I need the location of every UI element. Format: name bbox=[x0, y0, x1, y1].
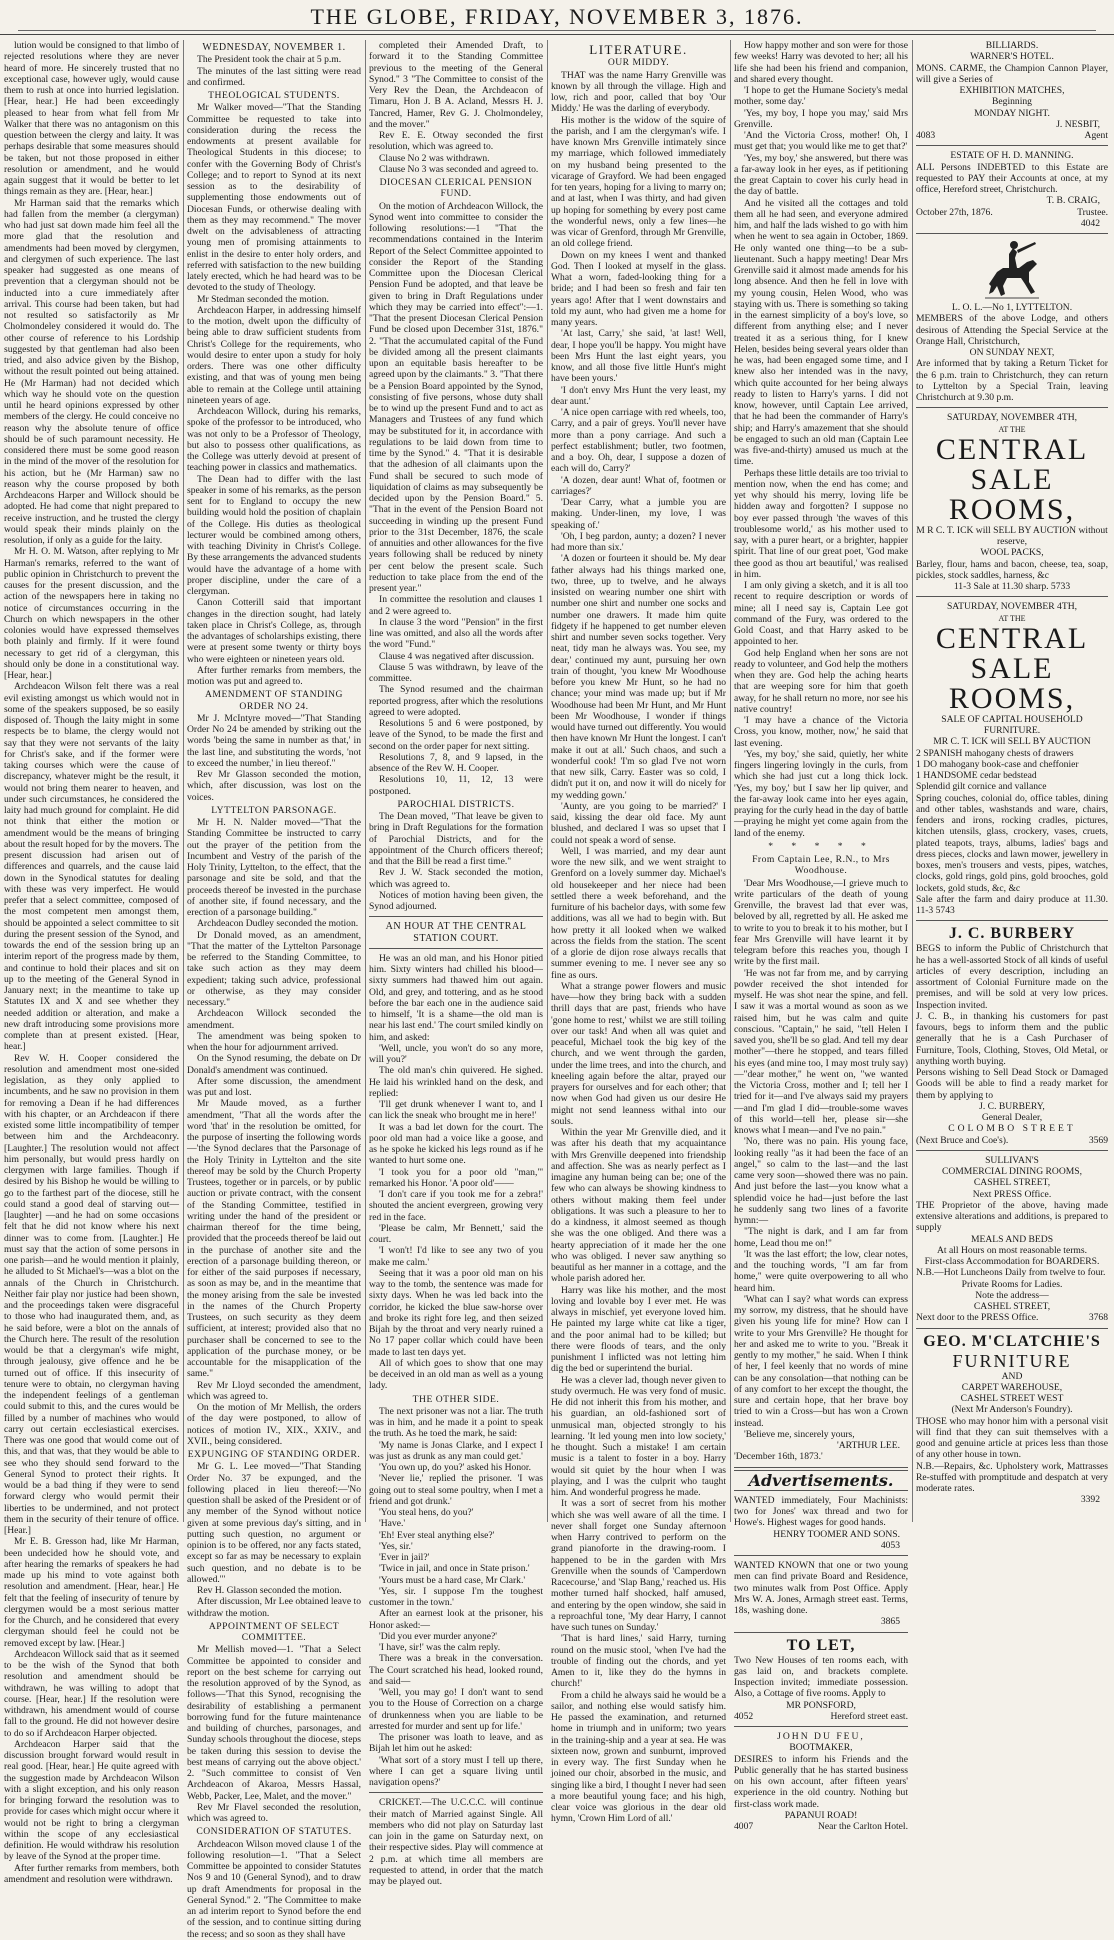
paragraph: Resolutions 7, 8, and 9 lapsed, in the absence of the Rev W. H. Cooper. bbox=[369, 751, 543, 774]
divider bbox=[369, 948, 543, 949]
paragraph: 'Please be calm, Mr Bennett,' said the court. bbox=[369, 1222, 543, 1245]
paragraph: 'At last, Carry,' she said, 'at last! Well, dear, I hope you'll be happy. You might have been Mrs Hunt the last eight years, you know, and all those five little Hunt's might have been yours.' bbox=[551, 328, 726, 385]
ad-number: 3865 bbox=[880, 1616, 900, 1628]
paragraph: Archdeacon Wilson moved clause 1 of the following resolution—1. "That a Select Committee be appointed to consider Statutes Nos 9 and 10 (General Synod), and to draw up draft Amendments for proposal in the General Synod." 2. "The Committee to make an ad interim report to Synod before the end of the session, and to continue sitting during the recess; and so soon as they shall have bbox=[187, 1838, 361, 1940]
ad-item: Splendid gilt cornice and vallance bbox=[916, 781, 1047, 793]
paragraph: The Dean had to differ with the last speaker in some of his remarks, as the person sent for to England to occupy the new building would hold the position of chaplain of the College. His duties as theological lecturer would be combined among others, with teaching Divinity in Christ's College. By these arrangements the advanced students would have the advantage of a home with proper discipline, under the care of a clergyman. bbox=[187, 473, 361, 597]
ad-line: (Next Mr Anderson's Foundry). bbox=[951, 1404, 1073, 1416]
ad-street: COLOMBO STREET bbox=[948, 1123, 1076, 1135]
ad-sullivan bbox=[916, 1155, 1108, 1324]
paragraph: THAT was the name Harry Grenville was known by all through the village. High and low, rich and poor, called that boy 'Our Middy.' He was the darling of everybody. bbox=[551, 69, 726, 115]
column-rule bbox=[183, 40, 184, 1522]
section-heading: WEDNESDAY, NOVEMBER 1. bbox=[202, 42, 346, 53]
ad-item: 1 DO mahogany book-case and cheffonier bbox=[916, 758, 1079, 770]
paragraph: Mr H. N. Nalder moved—"That the Standing Committee be instructed to carry out the prayer of the petition from the Incumbent and Vestry of the parish of the Holy Trinity, Lyttelton, to the effect, that the parsonage and site be sold, and that the proceeds thereof be invested in the purchase of another site, if found necessary, and the erection of a parsonage building." bbox=[187, 817, 361, 918]
paragraph: Down on my knees I went and thanked God. Then I looked at myself in the glass. What a worn, faded-looking thing for a bride; and I had been so fresh and fair ten years ago! After that I went downstairs and told my aunt, who had given me a home for many years. bbox=[551, 249, 726, 328]
paragraph: The Synod resumed and the chairman reported progress, after which the resolutions agreed to were adopted. bbox=[369, 684, 543, 718]
ad-line: CARPET WAREHOUSE, bbox=[961, 1381, 1063, 1393]
paragraph: What a strange power flowers and music have—how they bring back with a sudden thrill days that are past, friends who have 'gone home to rest,' whilst we are still toiling over our task! And when all was quiet and peaceful, Michael took the big key of the church, and we went through the garden, under the lime trees, and into the church, and kneeling again before the altar, prayed our prayers for ourselves and for each other; that now when God had given us our desire He might not send leanness withal into our souls. bbox=[551, 980, 726, 1127]
paragraph: Harry was like his mother, and the most loving and lovable boy I ever met. He was always in mischief, yet everyone loved him. He painted my large white cat like a tiger, and the poor animal had to be killed; but there were floods of tears, and the only punishment I inflicted was not letting him dig the bed or superintend the burial. bbox=[551, 1284, 726, 1375]
ad-text: BEGS to inform the Public of Christchurch that he has a well-assorted Stock of all kinds of useful articles of every description, including an assortment of Colonial Furniture made on the premises, and will be sold at very low prices. Inspection invited. bbox=[916, 943, 1108, 1011]
paragraph: The prisoner was loath to leave, and as Bijah let him out he asked: bbox=[369, 1732, 543, 1755]
ad-role: Trustee. bbox=[1077, 206, 1108, 218]
ad-line: AND bbox=[1001, 1370, 1023, 1382]
ad-text: DESIRES to inform his Friends and the Public generally that he has started business on his own account, after fifteen years' experience in the old country. Nothing but first-class work made. bbox=[734, 1753, 908, 1810]
ad-text: N.B.—Repairs, &c. Upholstery work, Mattrasses Re-stuffed with promptitude and despatch at very moderate rates. bbox=[916, 1460, 1108, 1494]
paragraph: 'Well, you may go! I don't want to send you to the House of Correction on a charge of drunkenness when you are liable to be arrested for murder and sent up for life.' bbox=[369, 1687, 543, 1732]
ad-number: 4007 bbox=[734, 1821, 754, 1832]
paragraph: Mr E. B. Gresson had, like Mr Harman, been undecided how he should vote, and after hearing the remarks of speakers he had made up his mind to vote against both resolution and amendment. [Hear, hear.] He felt that the feeling of insecurity of tenure by clergymen would be a most serious matter for the Church, and he considered that every clergyman should feel he could not be removed except by law. [Hear.] bbox=[4, 1536, 179, 1649]
paragraph: 'Aunty, are you going to be married?' I said, kissing the dear old face. My aunt blushed, and declared I was so upset that I could not speak a word of sense. bbox=[551, 800, 726, 846]
paragraph: Archdeacon Wilson felt there was a real evil existing amongst us which would not in some of the speakers supposed, be so easily disposed of. Though the laity might in some respects be to blame, the clergy would not say that they were not servants of the laity for Christ's sake, and if the former were taking courses which were the cause of discrepancy, whatever might be the result, it would not bring them nearer to heaven, and under such circumstances, he considered the laity had much ground for complaint. He did not think that either the motion or amendment would be the means of bringing about the result hoped for by the movers. The present discussion had arisen out of differences and quarrels, and the cause laid down in the Synodical statutes for dealing with these was very imperfect. He would prefer that a select committee, composed of the most competent men amongst them, should be appointed a select committee to sit during the present session of the Synod, and towards the end of the session bring up an interim report of the progress made by them, and continue to hold their places and sit on up to the meeting of the General Synod in January next; in the meantime to take up Statutes IX and X and see whether they needed addition or alteration, and make a new draft introducing some provisions more complete than at present existed. [Hear, hear.] bbox=[4, 681, 179, 1053]
paragraph: Archdeacon Dudley seconded the motion. bbox=[197, 918, 359, 930]
ad-number: 4042 bbox=[1080, 217, 1100, 229]
column-rule bbox=[547, 40, 548, 1522]
paragraph: Archdeacon Willock, during his remarks, spoke of the professor to be introduced, who was not only to be a Professor of Theology, but also to possess other qualifications, as the College was utterly devoid at present of teaching power in classics and mathematics. bbox=[187, 406, 361, 474]
ad-signature: T. B. CRAIG, bbox=[1046, 195, 1100, 207]
paragraph: 'Yes, my boy, I hope you may,' said Mrs Grenville. bbox=[734, 107, 908, 130]
ad-address: Near the Carlton Hotel. bbox=[817, 1821, 908, 1832]
paragraph: 'I don't care if you took me for a zebra!' shouted the ancient evergreen, growing very red in the face. bbox=[369, 1189, 543, 1223]
ad-item: 1 HANDSOME cedar bedstead bbox=[916, 770, 1037, 781]
paragraph: Rev H. Glasson seconded the motion. bbox=[197, 1585, 342, 1596]
ad-heading: TO LET, bbox=[786, 1636, 856, 1654]
paragraph: Mr Maude moved, as a further amendment, "That all the words after the word 'that' in the resolution be omitted, for the purpose of inserting the following words—'the Synod declares that the Parsonage of the Holy Trinity in Lyttelton and the site thereof may be sold by the Church Property Trustees, together or in parcels, or by public auction or private contract, with the consent of the Standing Committee, testified in writing under the hand of the president or chairman thereof for the time being, provided that the proceeds thereof be laid out in the purchase of another site and the erection of a parsonage building thereon, or for either of the said purposes if necessary, as soon as may be, and in the meantime that the money arising from the sale be invested in the names of the Church Property Trustees, on such security as they deem sufficient, at interest; provided also that no purchaser shall be concerned to see to the application of the purchase money, or be accountable for the misapplication of the same." bbox=[187, 1098, 361, 1380]
paragraph: The next prisoner was not a liar. The truth was in him, and he made it a point to speak the truth. As he toed the mark, he said: bbox=[369, 1405, 543, 1440]
paragraph: 'Eh! Ever steal anything else?' bbox=[379, 1529, 495, 1541]
paragraph: 'I won't! I'd like to see any two of you make me calm.' bbox=[369, 1245, 543, 1268]
horseman-emblem-icon bbox=[977, 238, 1047, 300]
column-3-synod-and-court bbox=[369, 40, 543, 1887]
subheading: AMENDMENT OF STANDING ORDER NO 24. bbox=[204, 689, 343, 712]
ad-number: 3392 bbox=[1080, 1494, 1100, 1506]
divider bbox=[916, 233, 1108, 234]
paragraph: 'I don't envy Mrs Hunt the very least, my dear aunt.' bbox=[551, 384, 726, 407]
ad-line: AT THE bbox=[998, 613, 1026, 623]
paragraph: How happy mother and son were for those few weeks! Harry was devoted to her; all his life she had been his friend and companion, and shared every thought. bbox=[734, 40, 908, 85]
paragraph: Clause 5 was withdrawn, by leave of the committee. bbox=[369, 661, 543, 684]
divider bbox=[734, 1490, 908, 1491]
paragraph: On the motion of Mr Mellish, the orders of the day were postponed, to allow of notices of motion IV., XIX., XXIV., and XVII., being considered. bbox=[187, 1402, 361, 1447]
ad-line: SALE OF CAPITAL HOUSEHOLD FURNITURE. bbox=[941, 713, 1083, 736]
paragraph: "The night is dark, and I am far from home, Lead thou me on!" bbox=[734, 1226, 908, 1249]
signature: 'ARTHUR LEE. bbox=[837, 1440, 900, 1451]
paragraph: After some discussion, the amendment was put and lost. bbox=[187, 1075, 361, 1098]
ad-text: MONS. CARME, the Champion Cannon Player, will give a Series of bbox=[916, 62, 1108, 85]
ad-role: General Dealer, bbox=[981, 1112, 1043, 1123]
paragraph: 'A dozen, dear aunt! What of, footmen or carriages?' bbox=[551, 474, 726, 497]
ad-signature: PAPANUI ROAD! bbox=[784, 1809, 858, 1821]
paragraph: 'Twice in jail, and once in State prison.' bbox=[379, 1563, 530, 1575]
paragraph: Clause No 2 was withdrawn. bbox=[379, 152, 490, 164]
ad-item: WOOL PACKS, bbox=[980, 547, 1044, 559]
divider bbox=[916, 920, 1108, 921]
paragraph: 'My name is Jonas Clarke, and I expect I was just as drunk as any man could get.' bbox=[369, 1439, 543, 1462]
ad-central-sale-rooms-1 bbox=[916, 412, 1108, 592]
ad-date: October 27th, 1876. bbox=[916, 206, 993, 218]
paragraph: On the motion of Archdeacon Willock, the Synod went into committee to consider the following resolutions:—1 "That the recommendations contained in the Interim Report of the Select Committee appointed to consider the Report of the Standing Committee upon the Diocesan Clerical Pension Fund be adopted, and that leave be given to bring in Draft Regulations under which they may be carried into effect":—1. "That the present Diocesan Clerical Pension Fund be closed upon December 31st, 1876." 2. "That the accumulated capital of the Fund be divided among all the present claimants upon an equitable basis hereafter to be agreed upon by the claimants." 3. "That there be a Pension Board appointed by the Synod, consisting of five persons, whose duty shall be to wind up the present Fund and to act as Managers and Trustees of any fund which may be substituted for it, in accordance with regulations to be laid down from time to time by the Synod." 4. "That it is desirable that the adhesion of all claimants upon the Fund shall be secured to such mode of liquidation of claims as may subsequently be decided upon by the Pension Board." 5. "That in the event of the Pension Board not succeeding in winding up the present Fund prior to the 31st December, 1876, the scale of annuities and other allowances for the five years following shall be reduced by ninety per cent below the present scale. Such reduction to take place from the end of the present year." bbox=[369, 200, 543, 594]
ad-number: 4052 bbox=[734, 1710, 754, 1722]
paragraph: After an earnest look at the prisoner, his Honor asked:— bbox=[369, 1608, 543, 1631]
ad-line: Next door to the PRESS Office. bbox=[916, 1312, 1039, 1324]
ad-title: FURNITURE bbox=[952, 1350, 1072, 1371]
ad-title: SALE ROOMS, bbox=[948, 651, 1076, 715]
subheading: DIOCESAN CLERICAL PENSION FUND. bbox=[379, 177, 533, 200]
ad-street: CASHEL STREET WEST bbox=[960, 1393, 1064, 1404]
paragraph: After further remarks from members, both amendment and resolution were withdrawn. bbox=[4, 1862, 179, 1885]
paragraph: Perhaps these little details are too trivial to mention now, when the end has come; and yet why should his merry, loving life be hidden away and forgotten? I suppose no boy ever passed through 'the waves of this troublesome world,' as his mother used to say, with a purer heart, or a brighter, happier spirit. That line of our great poet, 'God make thee good as thou art beautiful,' was realised in him. bbox=[734, 467, 908, 580]
paragraph: Clause 4 was negatived after discussion. bbox=[379, 650, 535, 662]
column-5-story-and-ads bbox=[734, 40, 908, 1832]
ad-text: WANTED immediately, Four Machinists: two for Jones' wax thread and two for Howe's. Highest wages for good hands. bbox=[734, 1494, 908, 1529]
ad-estate bbox=[916, 150, 1108, 229]
paragraph: There was a break in the conversation. The Court scratched his head, looked round, and said— bbox=[369, 1653, 543, 1687]
advertisements-heading: Advertisements. bbox=[748, 1470, 894, 1490]
subheading: PAROCHIAL DISTRICTS. bbox=[397, 798, 515, 810]
ad-line: Private Rooms for Ladies. bbox=[961, 1278, 1063, 1290]
paragraph: 'Well, uncle, you won't do so any more, will you?' bbox=[369, 1042, 543, 1065]
ad-board bbox=[734, 1560, 908, 1628]
ad-line: EXHIBITION MATCHES, bbox=[959, 85, 1065, 96]
ad-item: 2 SPANISH mahogany chests of drawers bbox=[916, 747, 1074, 759]
paragraph: After further remarks from members, the motion was put and agreed to. bbox=[187, 664, 361, 687]
ad-address: (Next Bruce and Coe's). bbox=[916, 1134, 1009, 1146]
paragraph: 'Yes, my boy,' she answered, but there was a far-away look in her eyes, as if petitioning the great Captain to cover his curly head in the day of battle. bbox=[734, 152, 908, 198]
paragraph: It was a sort of secret from his mother which she was well aware of all the time. I never shall forget one Sunday afternoon when Harry contrived to perform on the grand pianoforte in the drawing-room. I happened to be in the garden with Mrs Grenville when the sounds of 'Camperdown Racecourse,' and 'Slap Bang,' reached us. His mother turned half shocked, half amused, and entering by the open window, she said in a reproachful tone, 'My dear Harry, I cannot have such tunes on Sunday.' bbox=[551, 1498, 726, 1633]
column-4-literature bbox=[551, 40, 726, 1825]
ad-footer: 11-3 Sale at 11.30 sharp. 5733 bbox=[953, 581, 1071, 592]
paragraph: Rev Mr Flavel seconded the resolution, which was agreed to. bbox=[187, 1801, 361, 1824]
ad-date: SATURDAY, NOVEMBER 4TH, bbox=[946, 601, 1078, 613]
ad-text: MEMBERS of the above Lodge, and others desirous of Attending the Special Service at the Orange Hall, Christchurch, bbox=[916, 313, 1108, 347]
ad-text: Are informed that by taking a Return Ticket for the 6 p.m. train to Christchurch, they can return to Lyttelton by a Special Train, leaving Christchurch at 9.30 p.m. bbox=[916, 358, 1108, 403]
paragraph: He was a clever lad, though never given to study overmuch. He was very fond of music. He did not inherit this from his mother, and his guardian, an old-fashioned sort of unmusical man, objected strongly to his learning. 'It led young men into low society,' he thought. Such a mistake! I am certain music is a talent to foster in a boy. Harry would sit quiet by the hour when I was playing, and I was the culprit who taught him. And wonderful progress he made. bbox=[551, 1374, 726, 1498]
column-6-advertisements bbox=[916, 40, 1108, 1522]
section-heading: LITERATURE. bbox=[589, 42, 688, 57]
paragraph: From a child he always said he would be a sailor, and nothing else would satisfy him. He passed the examination, and returned home in triumph and in uniform; two years in the training-ship and a year at sea. He was sixteen now, grown and sunburnt, improved in every way. The first Sunday when he joined our choir, absorbed in the music, and singing like a bird, I thought I never had seen a more beautiful young face; and his high, clear voice was glorious in the dear old hymn, 'Crown Him Lord of all.' bbox=[551, 1689, 726, 1825]
paragraph: 'Ever in jail?' bbox=[379, 1552, 430, 1563]
paragraph: 'You own up, do you?' asked his Honor. bbox=[379, 1462, 531, 1473]
ad-text: ALL Persons INDEBTED to this Estate are requested to PAY their Accounts at once, at my office, Hereford street, Christchurch. bbox=[916, 161, 1108, 195]
paragraph: God help England when her sons are not ready to volunteer, and God help the mothers when they are. God help the aching hearts that are weeping sore for him that goeth away, for he shall return no more, nor see his native country! bbox=[734, 647, 908, 715]
paragraph: 'You steal hens, do you?' bbox=[379, 1507, 474, 1518]
ad-line: Note the address— bbox=[975, 1289, 1049, 1301]
column-1-synod-report bbox=[4, 40, 179, 1885]
ad-line: M R C. T. ICK will SELL BY AUCTION without reserve, bbox=[916, 524, 1108, 547]
divider bbox=[734, 1726, 908, 1727]
ad-line: Next PRESS Office. bbox=[972, 1188, 1052, 1200]
paragraph: 'No, there was no pain. His young face, looking really "as it had been the face of an angel," so calm to the last—and the last came very soon—showed there was no pain. And just before the last—you know what a splendid voice he had—just before the last he suddenly sang two lines of a favorite hymn:— bbox=[734, 1136, 908, 1226]
paragraph: 'That is hard lines,' said Harry, turning round on the music stool, 'when I've had the trouble of finding out the chords, and yet Amen to it, like they do the hymns in church!' bbox=[551, 1633, 726, 1690]
ad-text: THE Proprietor of the above, having made extensive alterations and additions, is prepared to supply bbox=[916, 1199, 1108, 1234]
paragraph: 'I have, sir!' was the calm reply. bbox=[379, 1642, 501, 1653]
divider bbox=[916, 145, 1108, 146]
ad-subheading: WARNER'S HOTEL. bbox=[970, 51, 1054, 63]
paragraph: 'I took you for a poor old "man,"' remarked his Honor. 'A poor old'—— bbox=[369, 1166, 543, 1189]
paragraph: Mr Stedman seconded the motion. bbox=[197, 293, 329, 305]
paragraph: Mr Walker moved—"That the Standing Committee be requested to take into consideration during the recess the endowments at present available for Theological Students in this diocese; to confer with the Governing Body of Christ's College; and to report to Synod at its next session as to the desirability of supplementing those endowments out of Diocesan Funds, or otherwise dealing with them as they may recommend." The mover dwelt on the advisableness of attracting young men of promising attainments to enlist in the desire to enter holy orders, and referred with satisfaction to the new building lately erected, which he had heard was to be devoted to the study of Theology. bbox=[187, 102, 361, 294]
paragraph: 'Yours must be a hard case, Mr Clark.' bbox=[379, 1574, 526, 1586]
divider bbox=[916, 1328, 1108, 1329]
paragraph: 'I hope to get the Humane Society's medal mother, some day.' bbox=[734, 85, 908, 108]
paragraph: Rev W. H. Cooper considered the resolution and amendment most one-sided legislation, as they only applied to incumbents, and he saw no provision in them for removing a Dean if he had differences with his chapter, or an Archdeacon if there existed some little incompatibility of temper between him and the Archdeaconry. [Laughter.] The resolution would not affect him personally, but would press hardly on clergymen with large families. Though if desired by his Bishop he would be willing to go to the farthest part of the diocese, still he could stand a good deal of starving out—[laughter] —and he had on some occasions felt that he did not know where his next dinner was to come from. [Laughter.] He must say that the action of some persons in one parish—and he would mention it plainly, he alluded to St Michael's—was a blot on the annals of the Church in Christchurch. Neither fair play nor justice had been shown, and the proceedings taken were disgraceful to those who had inaugurated them, and, as he said before, were a blot on the annals of the Church here. The result of the resolution would be that a clergyman's wife might, through jealousy, give offence and he be turned out of office. If this insecurity of tenure were to obtain, no clergyman having the independent feelings of a gentleman could submit to this, and the cures would be filled by a number of machines who would carry out certain ecclesiastical exercises. There was one good that would come out of this, and that was, that they would be able to see who they should send forward to the General Synod to protect their rights. It would be a bad thing if they were to send forward clergy who would permit their liberties to be undermined, and not protect them in the security of their tenure of office. [Hear.] bbox=[4, 1052, 179, 1536]
paragraph: Rev Mr Lloyd seconded the amendment, which was agreed to. bbox=[187, 1379, 361, 1402]
paragraph: 'What sort of a story must I tell up there, where I can get a square living until navigation opens?' bbox=[369, 1754, 543, 1788]
paragraph: 'He was not far from me, and by carrying powder received the shot intended for myself. He was shot near the spine, and fell. I saw it was a mortal wound as soon as we raised him, but he was calm and quite conscious. "Captain," he said, "tell Helen I saved you, she'll be so glad. And tell my dear mother"—there he stopped, and tears filled his eyes (and mine too, I may most truly say)—"dear mother," he went on, "we wanted the Victoria Cross, mother and I; tell her I tried for it—and I've always said my prayers—and I'm glad I did—trouble-some waves of this world—tell her, please sir—she knows what I mean—and I've no pain." bbox=[734, 967, 908, 1136]
divider bbox=[916, 1150, 1108, 1151]
ad-text: Barley, flour, hams and bacon, cheese, tea, soap, pickles, stock saddles, harness, &c bbox=[916, 558, 1108, 581]
paragraph: All of which goes to show that one may be deceived in an old man as well as a young lady. bbox=[369, 1357, 543, 1392]
ad-street: CASHEL STREET, bbox=[973, 1177, 1051, 1189]
paragraph: Mr Mellish moved—1. "That a Select Committee be appointed to consider and report on the best scheme for carrying out the resolution approved of by the Synod, as follows—'That this Synod, recognising the desirability of establishing a permanent borrowing fund for the future maintenance and building of churches, parsonages, and Sunday schools throughout the diocese, steps be taken during this session to devise the best means of carrying out the above object.' 2. "Such committee to consist of Ven Archdeacon of Akaroa, Messrs Hassal, Webb, Packer, Lee, Malet, and the mover." bbox=[187, 1644, 361, 1802]
paragraph: The President took the chair at 5 p.m. bbox=[197, 54, 342, 66]
cricket-notice: CRICKET.—The U.C.C.C. will continue their match of Married against Single. All members who did not play on Saturday last can join in the game on Saturday next, on their respective sides. Play will commence at 2 p.m. at which time all members are requested to attend, in order that the match may be played out. bbox=[369, 1797, 543, 1887]
ad-line: ON SUNDAY NEXT, bbox=[969, 347, 1055, 358]
paragraph: Seeing that it was a poor old man on his way to the tomb, the sentence was made for sixty days. When he was led back into the corridor, he kicked the blue saw-horse over and broke its right fore leg, and then seized Bijah by the throat and very nearly ruined a No 17 paper collar which could have been made to last ten days yet. bbox=[369, 1267, 543, 1358]
letter-heading: From Captain Lee, R.N., to Mrs Woodhouse. bbox=[752, 854, 890, 877]
paragraph: The old man's chin quivered. He sighed. He laid his wrinkled hand on the desk, and replied: bbox=[369, 1065, 543, 1099]
ad-line: First-class Accommodation for BOARDERS. bbox=[924, 1256, 1100, 1267]
paragraph: 'Never lie,' replied the prisoner. 'I was going out to steal some poultry, when I met a friend and got drunk.' bbox=[369, 1473, 543, 1507]
paragraph: Rev J. W. Stack seconded the motion, which was agreed to. bbox=[369, 867, 543, 890]
paragraph: Notices of motion having been given, the Synod adjourned. bbox=[369, 889, 543, 912]
subheading: THEOLOGICAL STUDENTS. bbox=[208, 90, 340, 101]
paragraph: And he visited all the cottages and told them all he had seen, and everyone admired him, and half the lads wished to go with him when he went to sea again in October, 1869. He only wanted one thing—to be a sub-lieutenant. Such a happy meeting! Dear Mrs Grenville said it almost made amends for his long absence. And then he fell in love with my young cousin, Helen Wood, who was staying with us. There is something so taking in the earnest simplicity of a boy's love, so different from anything else; and I never treated it as a serious thing, for I knew Helen, besides being several years older than he was, had been engaged some time, and I knew also her intended was in the navy, which quite accounted for her being always ready to listen to Harry's yarns. I did not know, however, until Captain Lee arrived, that he had been the commander of Harry's ship; and Harry's amazement that she should be engaged to such an old man (Captain Lee was five-and-thirty) amused us much at the time. bbox=[734, 197, 908, 468]
paragraph: Rev E. E. Otway seconded the first resolution, which was agreed to. bbox=[369, 130, 543, 153]
ad-billiards bbox=[916, 40, 1108, 141]
paragraph: Mr G. L. Lee moved—"That Standing Order No. 37 be expunged, and the following placed in lieu thereof:—'No question shall be asked of the President or of any member of the Synod without notice given at some previous day's sitting, and in putting such question, no argument or opinion is to be offered, nor any facts stated, except so far as may be necessary to explain such question, and no debate is to be allowed.'" bbox=[187, 1461, 361, 1585]
ad-signature: HENRY TOOMER AND SONS. bbox=[773, 1528, 900, 1540]
ad-footer: Sale after the farm and dairy produce at 11.30. 11-3 5743 bbox=[916, 893, 1108, 916]
ad-heading: BILLIARDS. bbox=[985, 40, 1039, 51]
paragraph: 'I may have a chance of the Victoria Cross, you know, mother, now,' he said that last evening. bbox=[734, 715, 908, 749]
ad-text: Persons wishing to Sell Dead Stock or Damaged Goods will be able to find a ready market for them by applying to bbox=[916, 1067, 1108, 1101]
paragraph: The Dean moved, "That leave be given to bring in Draft Regulations for the formation of Parochial Districts, and for the appointment of the Church officers thereof; and that the Bill be read a first time." bbox=[369, 811, 543, 867]
masthead bbox=[0, 0, 1114, 35]
divider bbox=[734, 1467, 908, 1471]
paragraph: 'Yes, sir.' bbox=[379, 1540, 413, 1552]
ad-number: 4053 bbox=[880, 1539, 900, 1551]
ad-text: N.B.—Hot Luncheons Daily from twelve to four. bbox=[916, 1267, 1106, 1279]
ad-bootmaker bbox=[734, 1731, 908, 1832]
paragraph: Clause No 3 was seconded and agreed to. bbox=[379, 163, 539, 175]
masthead-rule bbox=[18, 30, 1096, 31]
divider bbox=[734, 1632, 908, 1633]
paragraph: 'Yes, sir. I suppose I'm the toughest customer in the town.' bbox=[369, 1585, 543, 1608]
paragraph: 'Did you ever murder anyone?' bbox=[379, 1630, 498, 1642]
paragraph: Archdeacon Harper, in addressing himself to the motion, dwelt upon the difficulty of being able to draw sufficient students from Christ's College for the requirements, who would desire to enter upon a study for holy orders. There was one other difficulty existing, and that was of young men being able to remain at the College until attaining nineteen years of age. bbox=[187, 304, 361, 406]
paragraph: Mr Harman said that the remarks which had fallen from the member (a clergyman) who had just sat down made him feel all the more glad that the resolution and amendments had been moved by clergymen, and clergymen of such experience. The last speaker had suggested as one means of prevention that a clergyman should not be inducted into a cure immediately after arrival. This course had been taken, but had not resulted so satisfactorily as Mr Cholmondeley considered it would do. The other course of reference to his Lordship suggested by that gentleman had also been tried, and also advice given by the Bishop, without the result pointed out being attained. He (Mr Harman) had not decided which which way he should vote on the question until he heard opinions expressed by other members of the clergy. He could conceive no reason why the absolute tenure of office should be of such paramount necessity. He considered there must be some good reason in the mind of the mover of the resolution for his action, but he (Mr Harman) saw no reason why the course proposed by both Archdeacons Harper and Willock should be adopted. He had come that night prepared to receive instruction, and he trusted the clergy would speak their minds plainly on the resolution, if only as a guide for the laity. bbox=[4, 197, 179, 546]
ad-heading: J. C. BURBERY bbox=[948, 925, 1076, 943]
ad-date: SATURDAY, NOVEMBER 4TH, bbox=[946, 412, 1078, 424]
paragraph: 'It was the last effort; the low, clear notes, and the touching words, "I am far from home," were quite overpowering to all who heard him. bbox=[734, 1248, 908, 1294]
paragraph: He was an old man, and his Honor pitied him. Sixty winters had chilled his blood—sixty summers had thawed him out again. Old, and grey, and tottering, and as he stood before the bar each one in the audience said to himself, 'It is a shame—the old man is near his last end.' The court smiled kindly on him, and asked: bbox=[369, 952, 543, 1043]
paragraph: Resolutions 5 and 6 were postponed, by leave of the Synod, to be made the first and second on the order paper for next sitting. bbox=[369, 718, 543, 752]
story-title: AN HOUR AT THE CENTRAL STATION COURT. bbox=[385, 921, 527, 944]
paragraph: 'A nice open carriage with red wheels, too, Carry, and a pair of greys. You'll never have more than a pony carriage. And such a perfect establishment; butler, two footmen, and a boy. Oh, dear, I suppose a dozen of each will do, Carry?' bbox=[551, 407, 726, 475]
column-rule bbox=[730, 40, 731, 1522]
ad-heading: L. O. L.—No 1, LYTTELTON. bbox=[951, 302, 1073, 313]
ad-title: CENTRAL bbox=[935, 432, 1089, 466]
ad-mcclatchie bbox=[916, 1333, 1108, 1506]
paragraph: Rev Mr Glasson seconded the motion, which, after discussion, was lost on the voices. bbox=[187, 769, 361, 803]
ad-role: Agent bbox=[1084, 130, 1108, 141]
ad-heading: GEO. M'CLATCHIE'S bbox=[923, 1332, 1101, 1350]
ad-heading: ESTATE OF H. D. MANNING. bbox=[950, 150, 1074, 162]
ad-number: 3768 bbox=[1088, 1312, 1108, 1324]
ad-lodge bbox=[916, 302, 1108, 403]
ad-line: MONDAY NIGHT. bbox=[974, 107, 1050, 119]
paragraph: completed their Amended Draft, to forward it to the Standing Committee previous to the meeting of the General Synod." 3 "The Committee to consist of the Very Rev the Dean, the Archdeacon of Timaru, Hon J. B A. Acland, Messrs H. J. Tancred, Hamer, Rev G. J. Cholmondeley, and the mover." bbox=[369, 40, 543, 130]
paragraph: Archdeacon Willock said that as it seemed to be the wish of the Synod that both resolution and amendment should be withdrawn, he was willing to adopt that course. [Hear, hear.] If the resolution were withdrawn, his amendment would of course fall to the ground. He did not however desire to do so if Archdeacon Harper objected. bbox=[4, 1648, 179, 1739]
subheading: THE OTHER SIDE. bbox=[412, 1393, 500, 1405]
ad-central-sale-rooms-2 bbox=[916, 601, 1108, 916]
subheading: LYTTELTON PARSONAGE. bbox=[211, 804, 337, 816]
ad-burbery bbox=[916, 925, 1108, 1146]
ad-to-let bbox=[734, 1637, 908, 1723]
subheading: EXPUNGING OF STANDING ORDER. bbox=[187, 1449, 361, 1460]
letter-date: 'December 16th, 1873.' bbox=[734, 1451, 823, 1463]
column-rule bbox=[912, 40, 913, 1522]
divider bbox=[734, 1555, 908, 1556]
paragraph: Canon Cotterill said that important changes in the direction sought, had lately taken place in Christ's College, as, through the advantages of scholarships existing, there were at present some twenty or thirty boys who were eighteen or nineteen years old. bbox=[187, 597, 361, 665]
ad-text: WANTED KNOWN that one or two young men can find private Board and Residence, two minutes walk from Post Office. Apply Mrs W. A. Jones, Armagh street east. Terms, 18s, washing done. bbox=[734, 1560, 908, 1616]
ad-line: Beginning bbox=[992, 96, 1032, 108]
paragraph: Resolutions 10, 11, 12, 13 were postponed. bbox=[369, 774, 543, 797]
ad-signature: MR PONSFORD, bbox=[786, 1699, 856, 1711]
divider bbox=[916, 596, 1108, 597]
paragraph: 'Dear Carry, what a jumble you are making. Under-linen, my love, I was speaking of.' bbox=[551, 497, 726, 531]
paragraph: 'Dear Mrs Woodhouse,—I grieve much to write particulars of the death of young Grenville, the bravest lad that ever was, beloved by all, regretted by all. He asked me to write to you to break it to his mother, but I fear Mrs Grenville will have learnt it by telegram before this reaches you, though I write by the first mail. bbox=[734, 877, 908, 968]
paragraph: Dr Donald moved, as an amendment, "That the matter of the Lyttelton Parsonage be referred to the Standing Committee, to take such action as they may deem expedient; taking such advice, professional or otherwise, as they may consider necessary." bbox=[187, 929, 361, 1008]
paragraph: Archdeacon Harper said that the discussion brought forward would result in real good. [Hear, hear.] He quite agreed with the suggestion made by Archdeacon Wilson with a slight exception, and his only reason for bringing forward the resolution was to provide for cases which might occur where it would not be right to bring a clergyman within the scope of any ecclesiastical definition. He would withdraw his resolution by leave of the Synod at the proper time. bbox=[4, 1738, 179, 1863]
ad-subheading: COMMERCIAL DINING ROOMS, bbox=[941, 1166, 1083, 1177]
story-title: OUR MIDDY. bbox=[607, 57, 670, 69]
subheading: APPOINTMENT OF SELECT COMMITTEE. bbox=[208, 1620, 340, 1643]
ad-street: CASHEL STREET, bbox=[973, 1301, 1051, 1312]
ad-title: SALE ROOMS, bbox=[948, 462, 1076, 526]
paragraph: 'I'll get drunk whenever I want to, and I can lick the sneak who brought me in here!' bbox=[369, 1099, 543, 1122]
ad-signature: J. NESBIT, bbox=[1056, 118, 1100, 130]
asterism: * * * * * bbox=[768, 840, 874, 852]
ad-subheading: BOOTMAKER, bbox=[789, 1742, 853, 1754]
paragraph: Mr H. O. M. Watson, after replying to Mr Harman's remarks, referred to the want of public opinion in Christchurch to prevent the causes for the present discussion, and the action of the newspapers here in taking no notice of circumstances occurring in the Church on which newspapers in the other colonies would have expressed themselves both plainly and firmly. If it were found necessary to get rid of a clergyman, this should only be done in a constitutional way. [Hear, hear.] bbox=[4, 546, 179, 681]
ad-text: J. C. B., in thanking his customers for past favours, begs to inform them and the public generally that he is a Cash Purchaser of Furniture, Tools, Clothing, Stoves, Old Metal, or anything worth buying. bbox=[916, 1010, 1108, 1067]
paragraph: In clause 3 the word "Pension" in the first line was omitted, and also all the words after the word "Fund." bbox=[369, 616, 543, 651]
paragraph: Mr J. McIntyre moved—"That Standing Order No 24 be amended by striking out the words 'being the same in number as that,' in the last line, and substituting the words, 'not to exceed the number,' in lieu thereof." bbox=[187, 712, 361, 769]
paragraph: The amendment was being spoken to when the hour for adjournment arrived. bbox=[187, 1030, 361, 1053]
ad-text: THOSE who may honor him with a personal visit will find that they can suit themselves with a good and genuine article at prices less than those of any other house in town. bbox=[916, 1415, 1108, 1461]
ad-item: Spring couches, colonial do, office tables, dining and other tables, washstands and ware, chairs, fenders and irons, rocking cradles, pictures, kitchen utensils, glass, crockery, vases, cruets, plated teapots, trays, albums, ladies' bags and dress pieces, clocks and lawn mower, jewellery in boxes, men's trousers and vests, pipes, watches, clocks, gold rings, gold pins, gold brooches, gold lockets, gold studs, &c, &c bbox=[916, 792, 1108, 894]
paragraph: 'A dozen or fourteen it should be. My dear father always had his things marked one, two, three, up to twelve, and he always insisted on wearing number one shirt with number one shirt and number one socks and number one drawers. It made him quite fidgety if he happened to get number eleven shirt and number seven socks together. Very neat, tidy man he always was. You see, my dear,' continued my aunt, pursuing her own train of thought, 'you knew Mr Woodhouse before you knew Mr Hunt, so he had no chance; your mind was made up; but if Mr Woodhouse had been Mr Hunt, and Mr Hunt been Mr Woodhouse, I wonder if things would have turned out differently. You would then have known Mr Hunt the longest. I can't make it out at all.' Such chaos, and such a wonderful cook! 'I'm so glad I've not worn that new silk, Carry. Easter was so cold, I didn't put it on, and now it will do nicely for my wedding gown.' bbox=[551, 553, 726, 801]
paragraph: I am only giving a sketch, and it is all too recent to require description or words of mine; all I need say is, Captain Lee got command of the Fury, was ordered to the Gold Coast, and that Harry asked to be appointed to her. bbox=[734, 580, 908, 648]
paragraph: In committee the resolution and clauses 1 and 2 were agreed to. bbox=[369, 594, 543, 617]
ad-address: Hereford street east. bbox=[830, 1710, 908, 1722]
ad-heading: SULLIVAN'S bbox=[985, 1154, 1039, 1166]
ad-line: AT THE bbox=[998, 424, 1026, 434]
ad-line: At all Hours on most reasonable terms. bbox=[936, 1244, 1087, 1256]
masthead-title: THE GLOBE, FRIDAY, NOVEMBER 3, 1876. bbox=[310, 4, 804, 29]
ad-line: MEALS AND BEDS bbox=[970, 1233, 1054, 1245]
paragraph: On the Synod resuming, the debate on Dr Donald's amendment was continued. bbox=[187, 1053, 361, 1076]
paragraph: His mother is the widow of the squire of the parish, and I am the clergyman's wife. I have known Mrs Grenville intimately since my marriage, which followed immediately on my husband being presented to the vicarage of Grayford. We had been engaged for ten years, hoping for a living to marry on; and at last, when I was thirty, and had given up hoping for something by every post came the wonderful news, only a few lines—he was vicar of Grenford, through Mr Grenville, an old college friend. bbox=[551, 114, 726, 250]
paragraph: 'Oh, I beg pardon, aunty; a dozen? I never had more than six.' bbox=[551, 530, 726, 553]
paragraph: 'Yes, my boy,' she said, quietly, her white fingers lingering lovingly in the curls, from which she had just cut a long thick lock. 'Yes, my boy,' but I saw her lip quiver, and the far-away look came into her eyes again, praying for the curly head in the day of battle—praying he might yet come again from the land of the enemy. bbox=[734, 748, 908, 839]
divider bbox=[369, 916, 543, 917]
paragraph: It was a bad let down for the court. The poor old man had a voice like a goose, and as he spoke he kicked his legs round as if he wanted to hurt some one. bbox=[369, 1121, 543, 1167]
paragraph: 'Have.' bbox=[379, 1518, 406, 1530]
divider bbox=[916, 407, 1108, 408]
paragraph: 'Believe me, sincerely yours, bbox=[744, 1428, 855, 1440]
paragraph: lution would be consigned to that limbo of rejected resolutions where they are never heard of more. He sincerely trusted that no exceptional case, however ugly, would cause them to rush at once into hurried legislation. [Hear, hear.] He had been exceedingly pleased to hear from what fell from Mr Walker that there was no antagonism on this question between the clergy and laity. It was perhaps desirable that some measures should be taken, but not those proposed in either resolution or amendment, and he would again suggest that it would be better to let things remain as they are. [Hear, hear.] bbox=[4, 40, 179, 198]
ad-text: Two New Houses of ten rooms each, with gas laid on, and brackets complete. Inspection invited; immediate possession. Also, a Cottage of five rooms. Apply to bbox=[734, 1654, 908, 1700]
ad-line: MR C. T. ICK will SELL BY AUCTION bbox=[933, 736, 1091, 748]
paragraph: 'What can I say? what words can express my sorrow, my distress, that he should have given his young life for mine? How can I write to your Mrs Grenville? He thought for her and asked me to write to you. "Break it gently to my mother," he said. When I think of her, I feel keenly that no words of mine can be any consolation—that nothing can be of any comfort to her except the thought, the sure and certain hope, that her brave boy tried to win a Cross—but has won a Crown instead. bbox=[734, 1293, 908, 1429]
divider bbox=[369, 1792, 543, 1793]
paragraph: After discussion, Mr Lee obtained leave to withdraw the motion. bbox=[187, 1596, 361, 1619]
ad-signature: J. C. BURBERY, bbox=[979, 1100, 1045, 1112]
paragraph: Well, I was married, and my dear aunt wore the new silk, and we went straight to Grenford on a lovely summer day. Michael's old housekeeper and her niece had been settled there a week beforehand, and the furniture of his bachelor days, with some few additions, was all we had to begin with. But how pretty it all looked when we walked across the fields from the station. The scent of a glorie de dijon rose always recalls that summer evening to me. I never see any so fine as ours. bbox=[551, 845, 726, 981]
column-2-synod-proceedings bbox=[187, 40, 361, 1940]
subheading: CONSIDERATION OF STATUTES. bbox=[196, 1826, 352, 1838]
paragraph: 'And the Victoria Cross, mother! Oh, I must get that; you would like me to get that?' bbox=[734, 130, 908, 153]
ad-title: CENTRAL bbox=[935, 621, 1089, 655]
paragraph: The minutes of the last sitting were read and confirmed. bbox=[187, 65, 361, 88]
paragraph: Archdeacon Willock seconded the amendment. bbox=[187, 1008, 361, 1031]
ad-machinists bbox=[734, 1495, 908, 1551]
ad-heading: JOHN DU FEU, bbox=[777, 1731, 865, 1742]
ad-number: 4083 bbox=[916, 130, 936, 141]
paragraph: Within the year Mr Grenville died, and it was after his death that my acquaintance with Mrs Grenville deepened into friendship and affection. She was as nearly perfect as I imagine any human being can be; one of the few who can always be showing kindness to others without making them feel under obligations. It was such a pleasure to her to do a kindness, it almost seemed as though she was the one obliged. And there was a hearty appreciation of it made her the one who was obliged. I never saw anything so beautiful as her manner in a cottage, and the whole parish adored her. bbox=[551, 1127, 726, 1285]
column-rule bbox=[365, 40, 366, 1522]
ad-number: 3569 bbox=[1088, 1134, 1108, 1146]
